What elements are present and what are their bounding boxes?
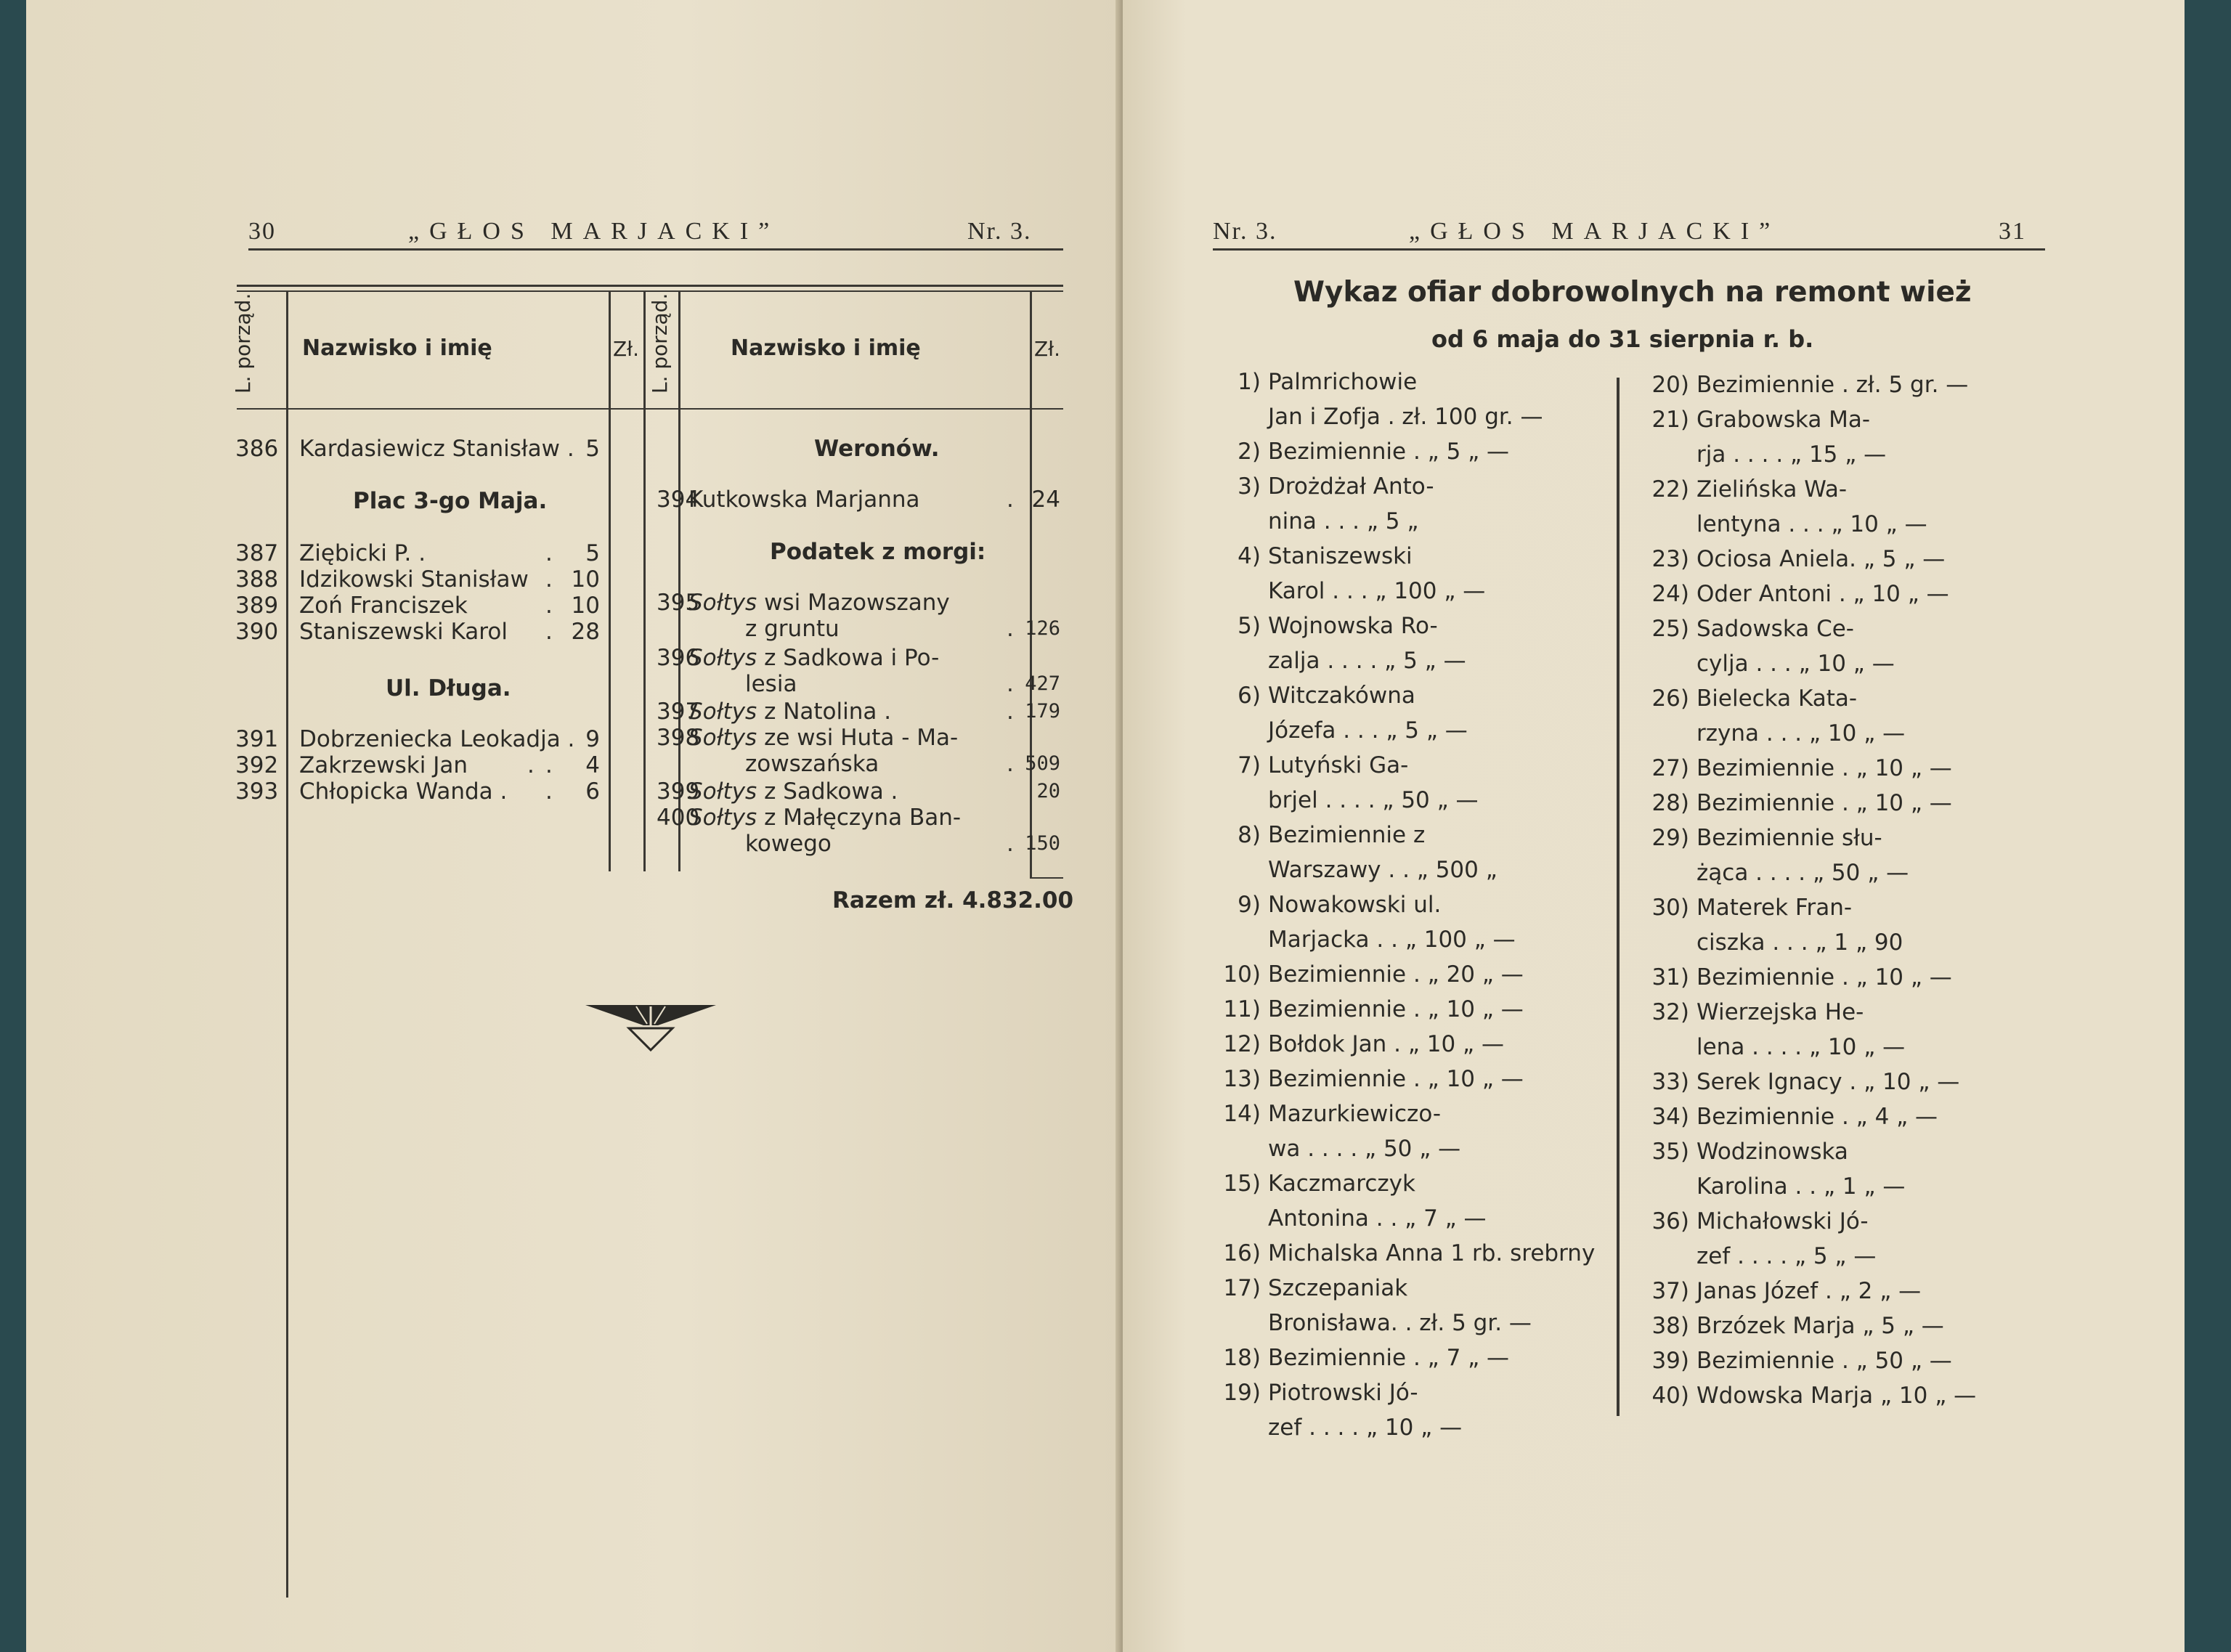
row-name: z Małęczyna Ban- (764, 805, 962, 831)
right-header-title: „GŁOS MARJACKI” (1409, 218, 1781, 245)
entry-number: 3) (1238, 473, 1261, 500)
entry-line-cont: Jan i Zofja . zł. 100 gr. — (1268, 404, 1543, 430)
entry-line: Lutyński Ga- (1268, 752, 1409, 778)
row-name-prefix: Sołtys (688, 778, 757, 805)
row-number: 387 (235, 540, 279, 566)
entry-line: Bezimiennie . zł. 5 gr. — (1696, 372, 1969, 398)
total-sum: Razem zł. 4.832.00 (832, 887, 1074, 914)
row-amount: 6 (585, 778, 600, 805)
entry-line-cont: zalja . . . . „ 5 „ — (1268, 648, 1466, 674)
row-amount: 20 (1036, 780, 1060, 802)
entry-number: 20) (1651, 372, 1689, 398)
col-header-name-2: Nazwisko i imię (731, 335, 921, 361)
entry-line: Kaczmarczyk (1268, 1171, 1415, 1197)
row-name: wsi Mazowszany (764, 590, 950, 616)
right-page (1123, 0, 2185, 1652)
entry-number: 8) (1238, 822, 1261, 848)
entry-line-cont: ciszka . . . „ 1 „ 90 (1696, 929, 1903, 956)
entry-number: 12) (1223, 1031, 1261, 1057)
entry-number: 14) (1223, 1101, 1261, 1127)
row-name: Kutkowska Marjanna (688, 487, 920, 513)
entry-line-cont: zef . . . . „ 5 „ — (1696, 1243, 1877, 1269)
row-amount: 9 (585, 726, 600, 752)
entry-line: Bezimiennie . „ 5 „ — (1268, 439, 1510, 465)
entry-line-cont: Marjacka . . „ 100 „ — (1268, 927, 1516, 953)
row-number: 392 (235, 752, 279, 778)
entry-line: Mazurkiewiczo- (1268, 1101, 1442, 1127)
entry-line: Bezimiennie . „ 10 „ — (1696, 755, 1952, 781)
row-name: Kardasiewicz Stanisław . (299, 436, 574, 462)
list-title: Wykaz ofiar dobrowolnych na remont wież (1293, 276, 1972, 309)
entry-line: Michałowski Jó- (1696, 1208, 1869, 1234)
row-number: 388 (235, 566, 279, 593)
entry-number: 32) (1651, 999, 1689, 1025)
row-name-prefix: Sołtys (688, 699, 757, 725)
row-amount: 5 (585, 540, 600, 566)
row-number: 397 (657, 699, 700, 725)
entry-line: Bezimiennie . „ 50 „ — (1696, 1348, 1952, 1374)
entry-line: Grabowska Ma- (1696, 407, 1871, 433)
entry-number: 26) (1651, 685, 1689, 712)
entry-number: 33) (1651, 1069, 1689, 1095)
entry-number: 27) (1651, 755, 1689, 781)
entry-line: Wierzejska He- (1696, 999, 1864, 1025)
entry-line: Michalska Anna 1 rb. srebrny (1268, 1240, 1596, 1266)
entry-number: 10) (1223, 961, 1261, 988)
entry-line: Staniszewski (1268, 543, 1413, 569)
right-header-issue: Nr. 3. (1213, 218, 1277, 245)
row-number: 398 (657, 725, 700, 751)
entry-line: Bezimiennie . „ 10 „ — (1268, 1066, 1524, 1092)
entry-line: Bezimiennie . „ 7 „ — (1268, 1345, 1510, 1371)
entry-line: Bołdok Jan . „ 10 „ — (1268, 1031, 1504, 1057)
entry-number: 5) (1238, 613, 1261, 639)
entry-number: 21) (1651, 407, 1689, 433)
row-amount: 5 (585, 436, 600, 462)
entry-line: Sadowska Ce- (1696, 616, 1854, 642)
row-name: Zakrzewski Jan (299, 752, 468, 778)
section-heading: Plac 3-go Maja. (353, 488, 548, 514)
row-number: 390 (235, 619, 279, 645)
row-amount: 427 (1025, 672, 1060, 695)
entry-number: 39) (1651, 1348, 1689, 1374)
col-header-lp-1: L. porząd. (231, 293, 255, 394)
row-amount: 10 (571, 593, 600, 619)
entry-line-cont: brjel . . . . „ 50 „ — (1268, 787, 1479, 813)
entry-line: Janas Józef . „ 2 „ — (1696, 1278, 1922, 1304)
entry-line: Zielińska Wa- (1696, 476, 1848, 502)
row-number: 396 (657, 645, 700, 671)
entry-line-cont: nina . . . „ 5 „ (1268, 508, 1419, 534)
row-amount: 10 (571, 566, 600, 593)
entry-line-cont: Antonina . . „ 7 „ — (1268, 1205, 1487, 1232)
left-header-title: „GŁOS MARJACKI” (408, 218, 780, 245)
right-page-number: 31 (1999, 218, 2026, 245)
entry-line-cont: żąca . . . . „ 50 „ — (1696, 860, 1909, 886)
entry-line-cont: Karol . . . „ 100 „ — (1268, 578, 1486, 604)
entry-line: Wdowska Marja „ 10 „ — (1696, 1383, 1977, 1409)
row-name: z Sadkowa . (764, 778, 898, 805)
row-name-cont: zowszańska (745, 751, 879, 777)
row-amount: 150 (1025, 832, 1060, 855)
entry-line: Bezimiennie słu- (1696, 825, 1882, 851)
entry-number: 7) (1238, 752, 1261, 778)
entry-number: 4) (1238, 543, 1261, 569)
row-number: 391 (235, 726, 279, 752)
row-number: 386 (235, 436, 279, 462)
entry-number: 19) (1223, 1380, 1261, 1406)
row-name-prefix: Sołtys (688, 645, 757, 671)
entry-line: Bezimiennie . „ 4 „ — (1696, 1104, 1938, 1130)
column-divider (1617, 378, 1620, 1416)
entry-number: 15) (1223, 1171, 1261, 1197)
entry-line: Serek Ignacy . „ 10 „ — (1696, 1069, 1960, 1095)
entry-number: 30) (1651, 895, 1689, 921)
entry-number: 35) (1651, 1139, 1689, 1165)
entry-line: Bezimiennie z (1268, 822, 1426, 848)
entry-number: 9) (1238, 892, 1261, 918)
row-amount: 4 (585, 752, 600, 778)
entry-line-cont: lentyna . . . „ 10 „ — (1696, 511, 1927, 537)
row-amount: 24 (1031, 487, 1060, 513)
entry-number: 40) (1651, 1383, 1689, 1409)
left-header-issue: Nr. 3. (967, 218, 1032, 245)
row-name-cont: z gruntu (745, 616, 840, 642)
entry-number: 18) (1223, 1345, 1261, 1371)
entry-number: 6) (1238, 683, 1261, 709)
section-heading: Weronów. (814, 436, 940, 462)
entry-line: Materek Fran- (1696, 895, 1853, 921)
ornament-icon (585, 996, 716, 1054)
entry-line-cont: zef . . . . „ 10 „ — (1268, 1415, 1463, 1441)
entry-line: Brzózek Marja „ 5 „ — (1696, 1313, 1944, 1339)
row-name-prefix: Sołtys (688, 805, 757, 831)
entry-number: 37) (1651, 1278, 1689, 1304)
row-name: z Natolina . (764, 699, 892, 725)
entry-line: Bezimiennie . „ 10 „ — (1696, 790, 1952, 816)
entry-line: Drożdżał Anto- (1268, 473, 1434, 500)
entry-number: 34) (1651, 1104, 1689, 1130)
entry-line-cont: rzyna . . . „ 10 „ — (1696, 720, 1906, 746)
entry-number: 31) (1651, 964, 1689, 990)
entry-number: 13) (1223, 1066, 1261, 1092)
row-name-cont: lesia (745, 671, 797, 697)
entry-line-cont: rja . . . . „ 15 „ — (1696, 442, 1887, 468)
entry-line: Wojnowska Ro- (1268, 613, 1438, 639)
section-heading: Podatek z morgi: (770, 539, 986, 565)
row-number: 393 (235, 778, 279, 805)
row-name: Ziębicki P. . (299, 540, 426, 566)
col-header-lp-2: L. porząd. (648, 293, 672, 394)
left-page (26, 0, 1120, 1652)
row-name-prefix: Sołtys (688, 590, 757, 616)
col-header-zl-2: Zł. (1034, 337, 1061, 361)
entry-number: 17) (1223, 1275, 1261, 1301)
row-amount: 126 (1025, 617, 1060, 640)
row-amount: 28 (571, 619, 600, 645)
entry-line-cont: Warszawy . . „ 500 „ (1268, 857, 1498, 883)
entry-number: 29) (1651, 825, 1689, 851)
entry-number: 28) (1651, 790, 1689, 816)
row-name: z Sadkowa i Po- (764, 645, 940, 671)
entry-number: 1) (1238, 369, 1261, 395)
entry-number: 38) (1651, 1313, 1689, 1339)
row-name: ze wsi Huta - Ma- (764, 725, 959, 751)
left-running-header (248, 212, 1063, 251)
entry-line: Ociosa Aniela. „ 5 „ — (1696, 546, 1946, 572)
entry-line-cont: wa . . . . „ 50 „ — (1268, 1136, 1461, 1162)
entry-line: Szczepaniak (1268, 1275, 1408, 1301)
entry-line: Bezimiennie . „ 10 „ — (1696, 964, 1952, 990)
entry-number: 16) (1223, 1240, 1261, 1266)
row-name: Staniszewski Karol (299, 619, 508, 645)
entry-number: 24) (1651, 581, 1689, 607)
entry-number: 23) (1651, 546, 1689, 572)
entry-line-cont: Karolina . . „ 1 „ — (1696, 1173, 1906, 1200)
right-running-header (1213, 212, 2045, 251)
row-name-prefix: Sołtys (688, 725, 757, 751)
entry-number: 36) (1651, 1208, 1689, 1234)
entry-line: Palmrichowie (1268, 369, 1418, 395)
left-page-number: 30 (248, 218, 276, 245)
entry-line: Oder Antoni . „ 10 „ — (1696, 581, 1949, 607)
row-amount: 179 (1025, 700, 1060, 723)
entry-line-cont: lena . . . . „ 10 „ — (1696, 1034, 1906, 1060)
entry-line: Nowakowski ul. (1268, 892, 1442, 918)
row-number: 400 (657, 805, 700, 831)
row-name: Dobrzeniecka Leokadja . (299, 726, 575, 752)
entry-line: Bezimiennie . „ 20 „ — (1268, 961, 1524, 988)
entry-line-cont: Bronisława. . zł. 5 gr. — (1268, 1310, 1532, 1336)
col-header-name-1: Nazwisko i imię (302, 335, 492, 361)
row-number: 399 (657, 778, 700, 805)
row-number: 394 (657, 487, 700, 513)
list-subtitle: od 6 maja do 31 sierpnia r. b. (1431, 325, 1814, 353)
entry-line: Witczakówna (1268, 683, 1415, 709)
row-number: 389 (235, 593, 279, 619)
section-heading: Ul. Długa. (386, 675, 511, 701)
entry-line: Wodzinowska (1696, 1139, 1848, 1165)
row-name: Zoń Franciszek (299, 593, 468, 619)
donor-table: L. porząd. Nazwisko i imię Zł. L. porząd. Nazwisko i imię Zł. 386 Kardasiewicz Stanisław . 5 Plac 3-go Maja. 387 Ziębicki P. . . 5 388 Idzikowski Stanisław . 10 389 Zoń Franciszek . 10 390 Staniszewski Karol . 28 Ul. Długa. 391 Dobrzeniecka Leokadja . 9 392 Zakrzewski Jan . . 4 393 Chłopicka Wanda . . 6 Weronów. 394 Kutkowska Marjanna . 24 Podatek z morgi: 395 Sołtys wsi Mazowszany z gruntu . 126 396 Sołtys z Sadkowa i Po- lesia . 427 397 Sołtys z Natolina . . 179 398 Sołtys ze wsi Huta - Ma- zowszańska . 509 399 Sołtys z Sadkowa . 20 400 Sołtys z Małęczyna Ban- kowego . 150 Razem zł. 4.832.00 (237, 285, 1063, 1592)
row-name: Chłopicka Wanda . (299, 778, 508, 805)
entry-number: 22) (1651, 476, 1689, 502)
row-name-cont: kowego (745, 831, 832, 857)
entry-line-cont: Józefa . . . „ 5 „ — (1268, 717, 1468, 744)
entry-number: 2) (1238, 439, 1261, 465)
entry-number: 11) (1223, 996, 1261, 1022)
col-header-zl-1: Zł. (613, 337, 640, 361)
row-name: Idzikowski Stanisław (299, 566, 529, 593)
entry-line-cont: cylja . . . „ 10 „ — (1696, 651, 1895, 677)
row-amount: 509 (1025, 752, 1060, 775)
entry-line: Bezimiennie . „ 10 „ — (1268, 996, 1524, 1022)
entry-number: 25) (1651, 616, 1689, 642)
entry-line: Piotrowski Jó- (1268, 1380, 1418, 1406)
entry-line: Bielecka Kata- (1696, 685, 1858, 712)
row-number: 395 (657, 590, 700, 616)
